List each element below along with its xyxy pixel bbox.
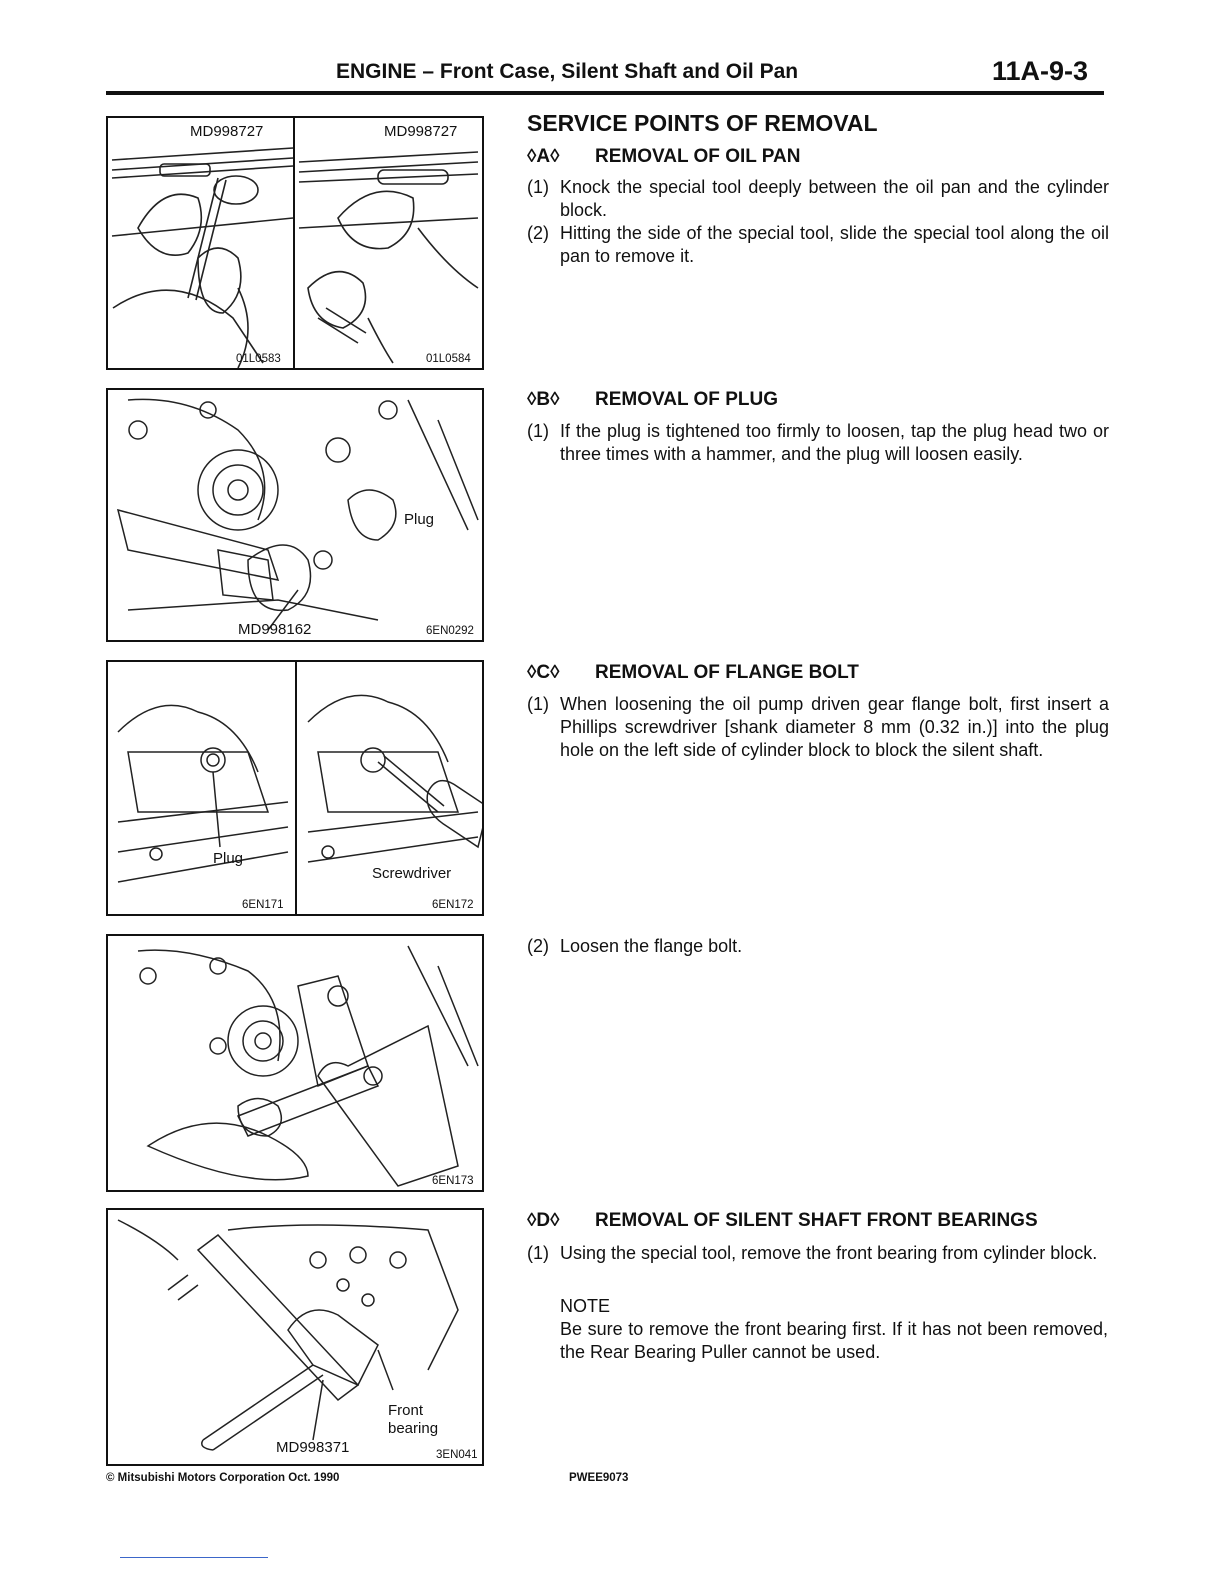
step-a1	[527, 176, 1109, 222]
screwdriver-label: Screwdriver	[372, 865, 452, 882]
figure-code-left: 6EN171	[242, 899, 284, 911]
tool-label: MD998162	[238, 621, 312, 638]
step-text: When loosening the oil pump driven gear flange bolt, first insert a Phillips screwdriver [shank diameter 8 mm (0.32 in.)] into the plug hole on the left side of cylinder block to block the silent shaft.	[560, 694, 1109, 760]
bottom-rule	[120, 1557, 268, 1558]
section-marker: ◊B◊	[527, 389, 560, 410]
subheading-plug	[527, 389, 778, 411]
step-a2	[527, 222, 1109, 268]
figure-code: 3EN041	[436, 1449, 478, 1461]
step-text: If the plug is tightened too firmly to loosen, tap the plug head two or three times with a hammer, and the plug will loosen easily.	[560, 421, 1109, 464]
front-bearing-label: Front bearing	[388, 1402, 439, 1437]
figure-oil-pan-removal	[106, 116, 484, 370]
figure-code: 6EN0292	[426, 625, 474, 637]
step-number: (1)	[527, 421, 549, 441]
step-number: (1)	[527, 1243, 549, 1263]
subheading-oil-pan	[527, 146, 801, 168]
figure-divider	[295, 662, 297, 914]
figure-code-right: 01L0584	[426, 353, 471, 365]
note-text: Be sure to remove the front bearing first. If it has not been removed, the Rear Bearing Puller cannot be used.	[560, 1319, 1108, 1362]
figure-code: 6EN173	[432, 1175, 474, 1187]
section-marker: ◊D◊	[527, 1210, 560, 1231]
subheading-flange-bolt	[527, 662, 859, 684]
header-title: ENGINE – Front Case, Silent Shaft and Oil Pan	[336, 60, 799, 83]
figure-code-left: 01L0583	[236, 353, 281, 365]
figure-plug-removal	[106, 388, 484, 642]
plug-label: Plug	[213, 850, 244, 867]
step-d1	[527, 1242, 1109, 1265]
step-text: Knock the special tool deeply between the oil pan and the cylinder block.	[560, 177, 1109, 220]
subheading-title: REMOVAL OF FLANGE BOLT	[595, 662, 859, 683]
subheading-title: REMOVAL OF PLUG	[595, 389, 778, 410]
footer-document-code: PWEE9073	[569, 1472, 629, 1484]
loosen-bolt-illustration	[108, 936, 482, 1190]
step-b1	[527, 420, 1109, 466]
tool-label-left: MD998727	[190, 123, 264, 140]
step-text: Loosen the flange bolt.	[560, 936, 743, 956]
step-c2	[527, 935, 1109, 958]
subheading-title: REMOVAL OF SILENT SHAFT FRONT BEARINGS	[595, 1210, 1038, 1231]
step-number: (2)	[527, 223, 549, 243]
step-text: Hitting the side of the special tool, slide the special tool along the oil pan to remove it.	[560, 223, 1109, 266]
step-text: Using the special tool, remove the front bearing from cylinder block.	[560, 1243, 1098, 1263]
subheading-title: REMOVAL OF OIL PAN	[595, 146, 801, 167]
header-rule	[106, 91, 1104, 95]
footer-copyright: © Mitsubishi Motors Corporation Oct. 1990	[106, 1472, 340, 1484]
section-marker: ◊A◊	[527, 146, 560, 167]
note-label: NOTE	[560, 1296, 611, 1316]
section-marker: ◊C◊	[527, 662, 560, 683]
figure-front-bearing-removal	[106, 1208, 484, 1466]
plug-label: Plug	[404, 511, 435, 528]
oil-pan-illustration	[108, 118, 482, 368]
tool-label-right: MD998727	[384, 123, 458, 140]
step-number: (1)	[527, 177, 549, 197]
page-number: 11A-9-3	[992, 56, 1089, 86]
tool-label: MD998371	[276, 1439, 350, 1456]
step-c1	[527, 693, 1109, 762]
step-number: (2)	[527, 936, 549, 956]
subheading-front-bearings	[527, 1210, 1038, 1232]
figure-code-right: 6EN172	[432, 899, 474, 911]
step-number: (1)	[527, 694, 549, 714]
figure-divider	[293, 118, 295, 368]
figure-flange-bolt-removal	[106, 660, 484, 916]
section-heading: SERVICE POINTS OF REMOVAL	[527, 110, 878, 136]
figure-loosen-flange-bolt	[106, 934, 484, 1192]
